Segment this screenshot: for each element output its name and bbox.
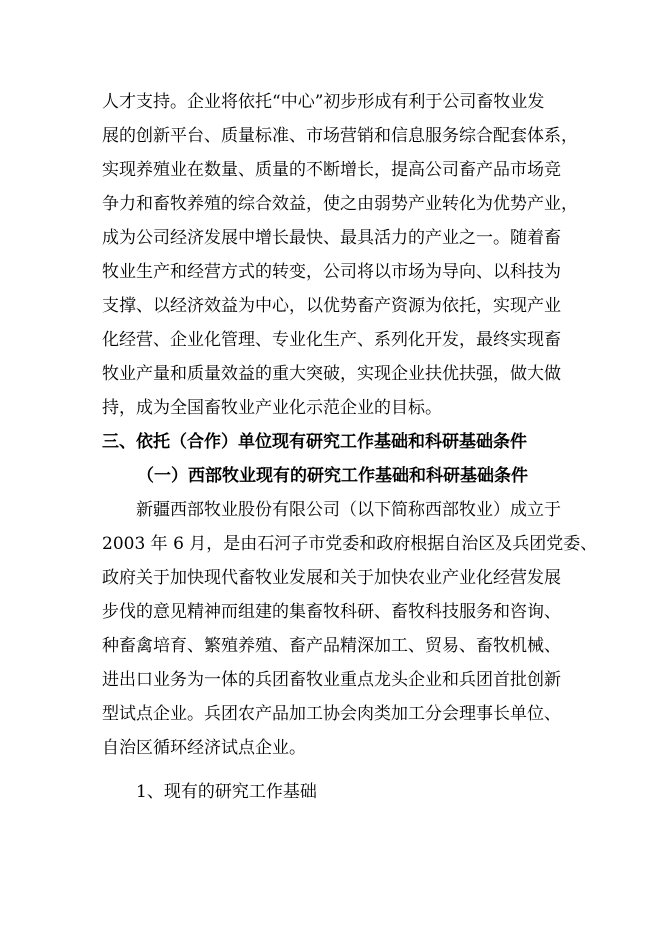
paragraph-line: 实现养殖业在数量、质量的不断增长，提高公司畜产品市场竞 (102, 160, 561, 180)
paragraph-line: 支撑、以经济效益为中心，以优势畜产资源为依托，实现产业 (102, 296, 561, 316)
list-item-heading: 1、现有的研究工作基础 (136, 782, 317, 802)
paragraph-line: 新疆西部牧业股份有限公司（以下简称西部牧业）成立于 (136, 500, 561, 520)
subsection-heading: （一）西部牧业现有的研究工作基础和科研基础条件 (137, 466, 528, 486)
paragraph-line: 自治区循环经济试点企业。 (102, 738, 306, 758)
paragraph-line: 牧业产量和质量效益的重大突破，实现企业扶优扶强，做大做 (102, 364, 561, 384)
paragraph-line: 2003 年 6 月，是由石河子市党委和政府根据自治区及兵团党委、 (102, 534, 598, 554)
section-heading: 三、依托（合作）单位现有研究工作基础和科研基础条件 (102, 432, 527, 452)
paragraph-line: 种畜禽培育、繁殖养殖、畜产品精深加工、贸易、畜牧机械、 (102, 636, 561, 656)
paragraph-line: 进出口业务为一体的兵团畜牧业重点龙头企业和兵团首批创新 (102, 670, 561, 690)
paragraph-line: 争力和畜牧养殖的综合效益，使之由弱势产业转化为优势产业， (102, 194, 578, 214)
paragraph-line: 展的创新平台、质量标准、市场营销和信息服务综合配套体系， (102, 126, 578, 146)
paragraph-line: 政府关于加快现代畜牧业发展和关于加快农业产业化经营发展 (102, 568, 561, 588)
paragraph-line: 化经营、企业化管理、专业化生产、系列化开发，最终实现畜 (102, 330, 561, 350)
paragraph-line: 持，成为全国畜牧业产业化示范企业的目标。 (102, 398, 442, 418)
paragraph-line: 型试点企业。兵团农产品加工协会肉类加工分会理事长单位、 (102, 704, 561, 724)
paragraph-line: 人才支持。企业将依托“中心”初步形成有利于公司畜牧业发 (102, 92, 545, 112)
paragraph-line: 步伐的意见精神而组建的集畜牧科研、畜牧科技服务和咨询、 (102, 602, 561, 622)
paragraph-line: 成为公司经济发展中增长最快、最具活力的产业之一。随着畜 (102, 228, 561, 248)
paragraph-line: 牧业生产和经营方式的转变，公司将以市场为导向、以科技为 (102, 262, 561, 282)
